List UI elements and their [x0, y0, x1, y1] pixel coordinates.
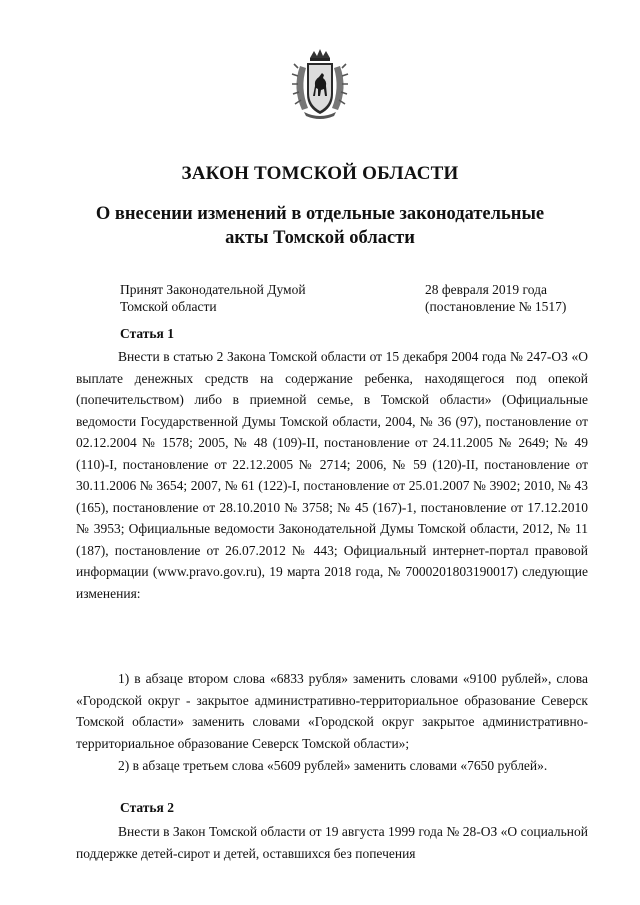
adoption-body: [120, 281, 306, 315]
article-1-item-1: 1) в абзаце втором слова «6833 рубля» заменить словами «9100 рублей», слова «Городской округ - закрытое административно-территориальное образование Северск Томской области» заменить словами «Городской округ закрытое административно-территориальное образование Северск Томской области»;: [76, 671, 588, 751]
law-title: ЗАКОН ТОМСКОЙ ОБЛАСТИ: [181, 163, 459, 184]
article-1-item-2: 2) в абзаце третьем слова «5609 рублей» заменить словами «7650 рублей».: [118, 758, 548, 773]
article-2-heading: Статья 2: [120, 800, 174, 815]
adoption-body-line-2: Томской области: [120, 299, 217, 314]
law-subtitle-line-2: акты Томской области: [225, 228, 415, 248]
adoption-body-line-1: Принят Законодательной Думой: [120, 282, 306, 297]
adoption-date-line-1: 28 февраля 2019 года: [425, 282, 547, 297]
adoption-date-line-2: (постановление № 1517): [425, 299, 567, 314]
tomsk-region-coat-of-arms-icon: [290, 48, 350, 120]
article-2-intro: Внести в Закон Томской области от 19 августа 1999 года № 28-ОЗ «О социальной поддержке детей-сирот и детей, оставшихся без попечения: [76, 824, 588, 861]
article-1-heading: Статья 1: [120, 326, 174, 341]
article-1-intro: Внести в статью 2 Закона Томской области от 15 декабря 2004 года № 247-ОЗ «О выплате денежных средств на содержание ребенка, находящегося под опекой (попечительством) либо в приемной семье, в Томской области» (Официальные ведомости Государственной Думы Томской области, 2004, № 36 (97), постановление от 02.12.2004 № 1578; 2005, № 48 (109)-II, постановление от 24.11.2005 № 2649; № 49 (110)-I, постановление от 22.12.2005 № 2714; 2006, № 59 (120)-II, постановление от 30.11.2006 № 3654; 2007, № 61 (122)-I, постановление от 25.01.2007 № 3902; 2010, № 43 (165), постановление от 28.10.2010 № 3758; № 45 (167)-1, постановление от 17.12.2010 № 3953; Официальные ведомости Законодательной Думы Томской области, 2012, № 11 (187), постановление от 26.07.2012 № 443; Официальный интернет-портал правовой информации (www.pravo.gov.ru), 19 марта 2018 года, № 7000201803190017) следующие изменения:: [76, 349, 588, 601]
law-subtitle: [60, 202, 580, 250]
law-subtitle-line-1: О внесении изменений в отдельные законодательные: [95, 204, 545, 224]
adoption-date: [425, 281, 566, 315]
